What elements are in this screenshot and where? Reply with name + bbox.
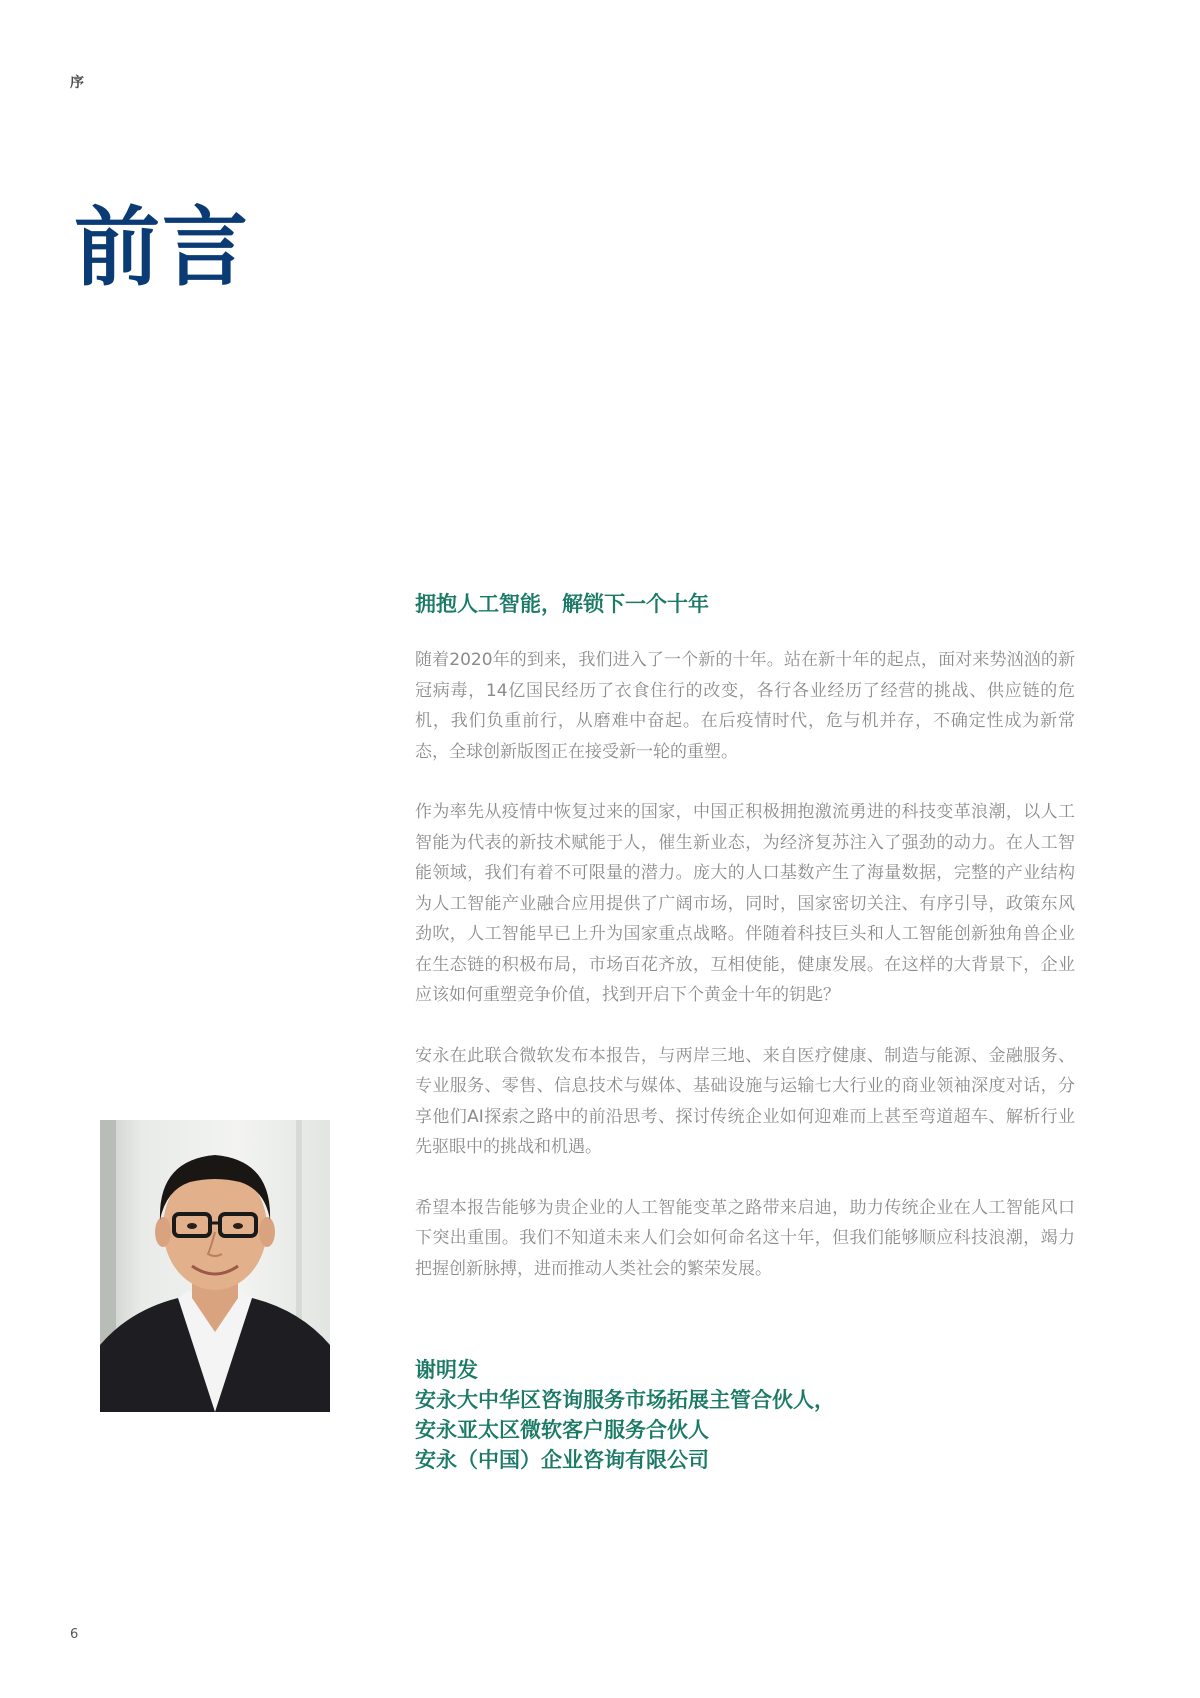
paragraph-1: 随着2020年的到来，我们进入了一个新的十年。站在新十年的起点，面对来势汹汹的新冠病毒，14亿国民经历了衣食住行的改变，各行各业经历了经营的挑战、供应链的危机，我们负重前行，从磨难中奋起。在后疫情时代，危与机并存，不确定性成为新常态，全球创新版图正在接受新一轮的重塑。: [415, 650, 1075, 762]
article-body: [415, 590, 1075, 1314]
page-title: 前言: [74, 198, 250, 298]
signature-title-1: 安永大中华区咨询服务市场拓展主管合伙人，: [415, 1388, 835, 1412]
signature-block: [415, 1355, 1115, 1475]
signature-title-2: 安永亚太区微软客户服务合伙人: [415, 1418, 709, 1442]
author-portrait: [100, 1120, 330, 1412]
article-subtitle: 拥抱人工智能，解锁下一个十年: [415, 592, 709, 616]
signature-name: 谢明发: [415, 1358, 478, 1382]
paragraph-3: 安永在此联合微软发布本报告，与两岸三地、来自医疗健康、制造与能源、金融服务、专业服务、零售、信息技术与媒体、基础设施与运输七大行业的商业领袖深度对话，分享他们AI探索之路中的前沿思考、探讨传统企业如何迎难而上甚至弯道超车、解析行业先驱眼中的挑战和机遇。: [415, 1045, 1075, 1158]
paragraph-4: 希望本报告能够为贵企业的人工智能变革之路带来启迪，助力传统企业在人工智能风口下突出重围。我们不知道未来人们会如何命名这十年，但我们能够顺应科技浪潮，竭力把握创新脉搏，进而推动人类社会的繁荣发展。: [415, 1197, 1075, 1279]
section-label: 序: [70, 75, 84, 91]
paragraph-2: 作为率先从疫情中恢复过来的国家，中国正积极拥抱激流勇进的科技变革浪潮，以人工智能为代表的新技术赋能于人，催生新业态，为经济复苏注入了强劲的动力。在人工智能领域，我们有着不可限量的潜力。庞大的人口基数产生了海量数据，完整的产业结构为人工智能产业融合应用提供了广阔市场，同时，国家密切关注、有序引导，政策东风劲吹，人工智能早已上升为国家重点战略。伴随着科技巨头和人工智能创新独角兽企业在生态链的积极布局，市场百花齐放，互相使能，健康发展。在这样的大背景下，企业应该如何重塑竞争价值，找到开启下个黄金十年的钥匙？: [415, 802, 1075, 1006]
signature-company: 安永（中国）企业咨询有限公司: [415, 1448, 709, 1472]
page-number: 6: [70, 1627, 79, 1642]
